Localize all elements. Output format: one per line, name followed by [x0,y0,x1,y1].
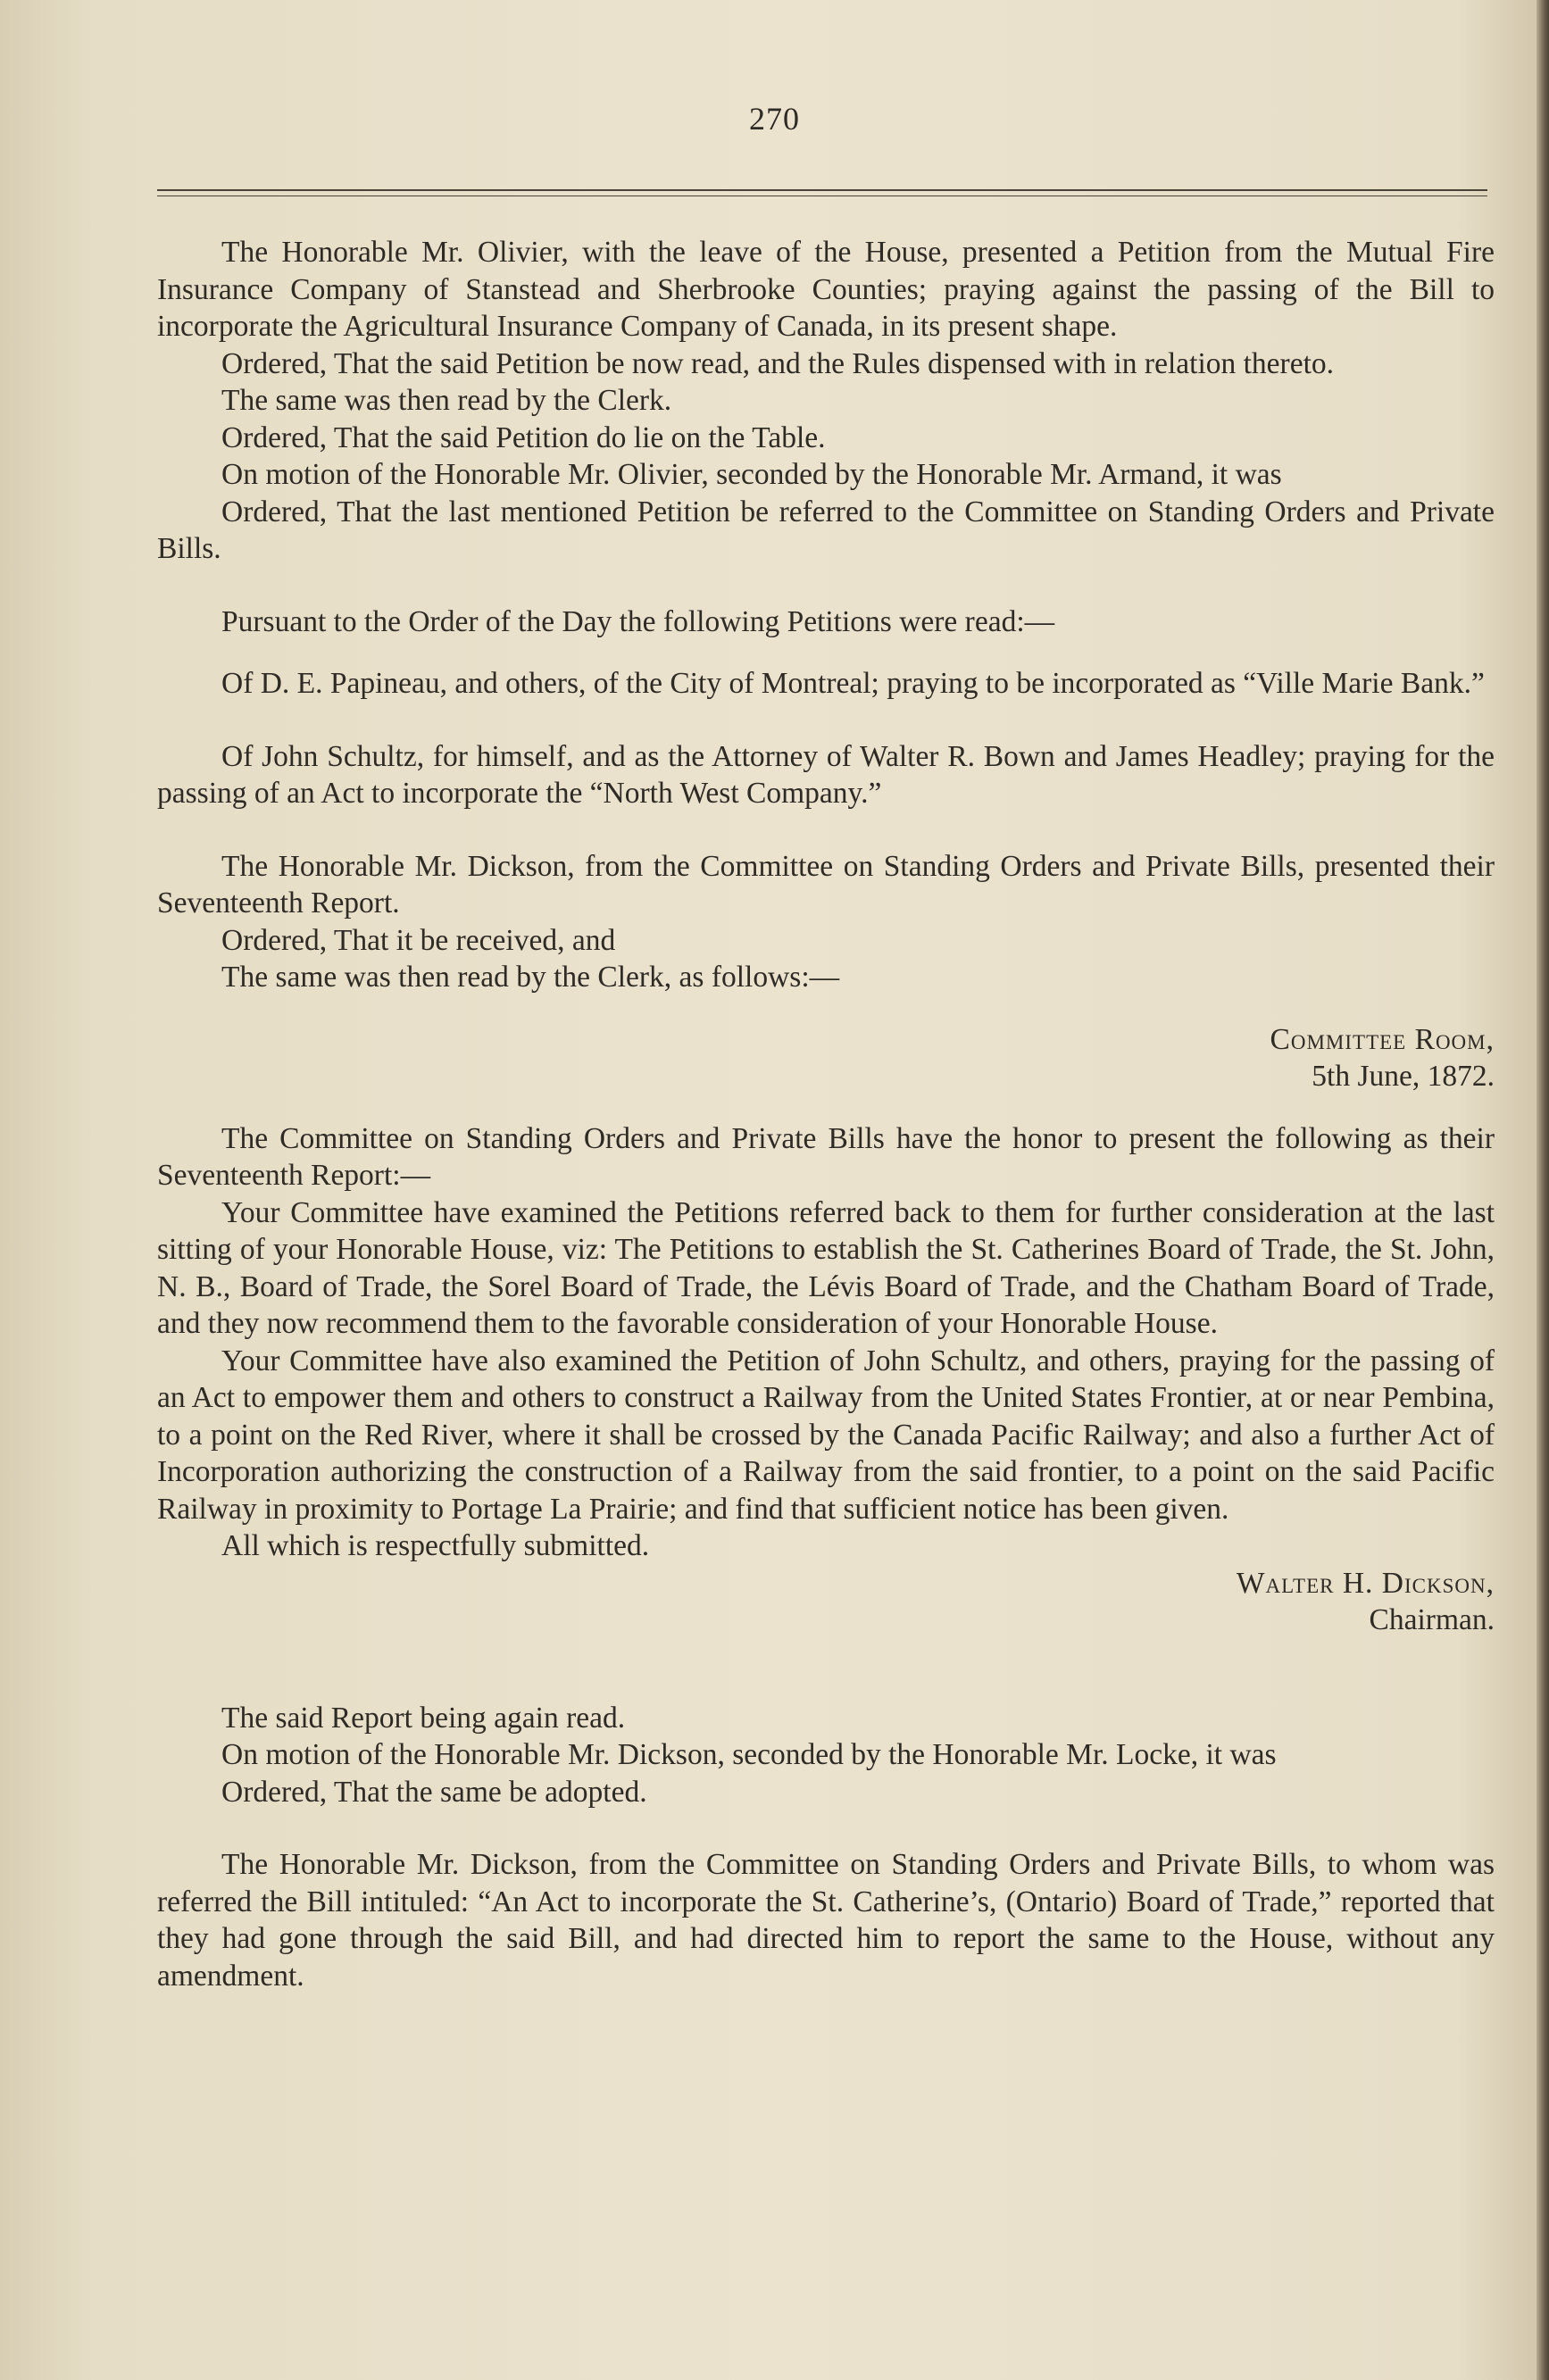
paragraph-motion-olivier: On motion of the Honorable Mr. Olivier, seconded by the Honorable Mr. Armand, it was [221,458,1282,491]
paragraph-dickson-report: The Honorable Mr. Dickson, from the Committee on Standing Orders and Private Bills, presented their Seventeenth Report. [157,849,1495,920]
report-date: 5th June, 1872. [1312,1060,1495,1093]
report-signatory: Walter H. Dickson, [1236,1566,1495,1600]
paragraph-schultz-petition: Of John Schultz, for himself, and as the Attorney of Walter R. Bown and James Headley; praying for the passing of an Act to incorporate the “North West Company.” [157,739,1495,810]
spacer [157,996,1495,1021]
paragraph-motion-dickson: On motion of the Honorable Mr. Dickson, seconded by the Honorable Mr. Locke, it was [221,1738,1277,1771]
paragraph-report-read-again: The said Report being again read. [221,1701,626,1735]
paragraph-olivier-petition: The Honorable Mr. Olivier, with the leave of the House, presented a Petition from the Mutual Fire Insurance Company of Stanstead and Sherbrooke Counties; praying against the passing of the Bill to incorporate the Agricultural Insurance Company of Canada, in its present shape. [157,236,1495,343]
report-paragraph-railway: Your Committee have also examined the Petition of John Schultz, and others, praying for the passing of an Act to empower them and others to construct a Railway from the United States Frontier, at or near Pembina, to a point on the Red River, where it shall be crossed by the Canada Pacific Railway; and also a further Act of Incorporation authorizing the construction of a Railway from the said frontier, to a point on the said Pacific Railway in proximity to Portage La Prairie; and find that sufficient notice has been given. [157,1344,1495,1526]
spacer [157,1639,1495,1675]
report-paragraph-submitted: All which is respectfully submitted. [221,1529,650,1562]
paragraph-order-of-day: Pursuant to the Order of the Day the following Petitions were read:— [221,604,1055,638]
paragraph-ordered-lie: Ordered, That the said Petition do lie on the Table. [221,420,826,454]
spacer [157,1095,1495,1120]
spacer [157,1810,1495,1846]
page-number: 270 [749,101,800,137]
report-place: Committee Room, [1270,1022,1495,1056]
journal-text [157,234,1495,1994]
spacer [157,812,1495,848]
report-signatory-title: Chairman. [1369,1603,1495,1636]
paragraph-ordered-received: Ordered, That it be received, and [221,923,616,957]
report-paragraph-boards-of-trade: Your Committee have examined the Petitions referred back to them for further consideration at the last sitting of your Honorable House, viz: The Petitions to establish the St. Catherines Board of Trade, the St. John, N. B., Board of Trade, the Sorel Board of Trade, the Lévis Board of Trade, and the Chatham Board of Trade, and they now recommend them to the favorable consideration of your Honorable House. [157,1195,1495,1340]
paragraph-bill-reported: The Honorable Mr. Dickson, from the Committee on Standing Orders and Private Bills, to whom was referred the Bill intituled: “An Act to incorporate the St. Catherine’s, (Ontario) Board of Trade,” reported that they had gone through the said Bill, and had directed him to report the same to the House, without any amendment. [157,1848,1495,1993]
spacer [157,568,1495,603]
paragraph-ordered-adopted: Ordered, That the same be adopted. [221,1775,647,1809]
spacer [157,1675,1495,1700]
paragraph-read-as-follows: The same was then read by the Clerk, as follows:— [221,961,840,994]
paragraph-read-by-clerk: The same was then read by the Clerk. [221,384,672,417]
spacer [157,703,1495,738]
paragraph-ordered-referred: Ordered, That the last mentioned Petition be referred to the Committee on Standing Orders and Private Bills. [157,495,1495,565]
report-paragraph-intro: The Committee on Standing Orders and Private Bills have the honor to present the following as their Seventeenth Report:— [157,1121,1495,1192]
header-rule [157,189,1487,196]
paragraph-papineau-petition: Of D. E. Papineau, and others, of the City of Montreal; praying to be incorporated as “Ville Marie Bank.” [221,667,1485,700]
paragraph-ordered-read: Ordered, That the said Petition be now read, and the Rules dispensed with in relation thereto. [221,346,1335,380]
spacer [157,640,1495,665]
page-edge [1537,0,1549,2380]
